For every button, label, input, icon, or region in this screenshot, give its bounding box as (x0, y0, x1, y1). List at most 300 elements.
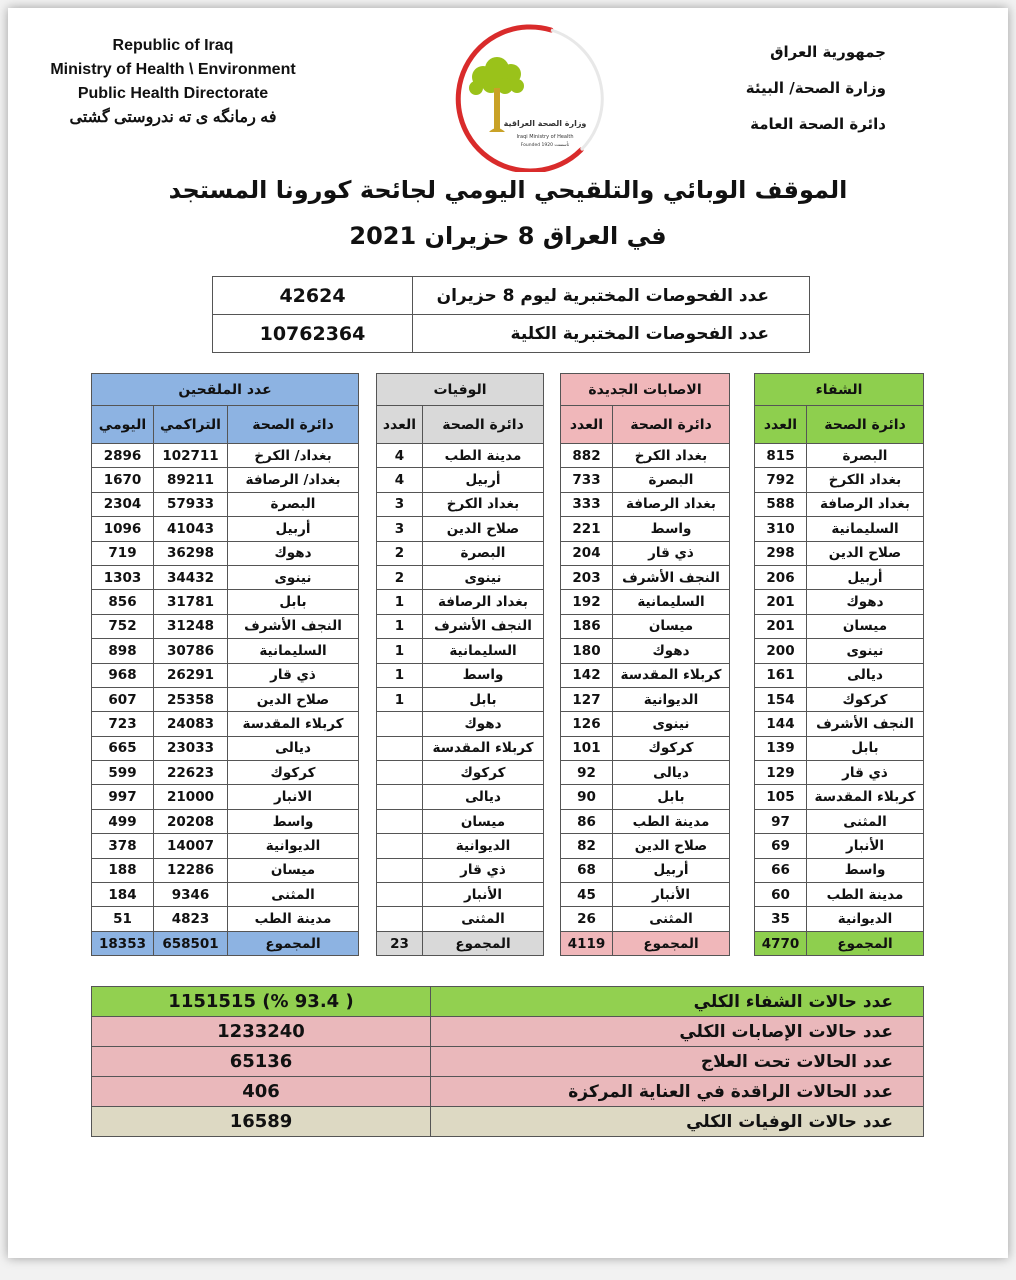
table-row (377, 809, 544, 833)
cumulative-value: 23033 (154, 736, 228, 760)
daily-value: 607 (92, 687, 154, 711)
table-row (755, 736, 924, 760)
dept-name: النجف الأشرف (807, 712, 924, 736)
count-value: 154 (755, 687, 807, 711)
col-count: العدد (377, 406, 423, 444)
total-value: 4119 (561, 931, 613, 955)
table-row (92, 565, 359, 589)
daily-value: 968 (92, 663, 154, 687)
table-row (92, 785, 359, 809)
table-row (561, 858, 730, 882)
cumulative-value: 12286 (154, 858, 228, 882)
total-row (755, 931, 924, 955)
dept-name: واسط (228, 809, 359, 833)
count-value: 201 (755, 590, 807, 614)
count-value: 26 (561, 907, 613, 931)
count-value: 2 (377, 565, 423, 589)
dept-name: ديالى (228, 736, 359, 760)
cumulative-value: 26291 (154, 663, 228, 687)
table-row (561, 834, 730, 858)
cumulative-value: 30786 (154, 639, 228, 663)
summary-label: عدد حالات الوفيات الكلي (431, 1107, 924, 1137)
count-value: 200 (755, 639, 807, 663)
arabic-header (686, 34, 886, 142)
dept-name: ديالى (613, 761, 730, 785)
table-row (755, 639, 924, 663)
table-row (377, 761, 544, 785)
recovered-title: الشفاء (755, 374, 924, 406)
dept-name: بغداد الكرخ (613, 444, 730, 468)
table-row (92, 590, 359, 614)
daily-value: 499 (92, 809, 154, 833)
table-row (377, 785, 544, 809)
count-value: 882 (561, 444, 613, 468)
dept-name: بابل (807, 736, 924, 760)
total-row (92, 931, 359, 955)
table-row (92, 809, 359, 833)
count-value (377, 761, 423, 785)
daily-value: 2304 (92, 492, 154, 516)
total-daily: 18353 (92, 931, 154, 955)
summary-value: 406 (92, 1077, 431, 1107)
dept-name: الديوانية (613, 687, 730, 711)
count-value: 92 (561, 761, 613, 785)
count-value: 126 (561, 712, 613, 736)
count-value: 206 (755, 565, 807, 589)
table-row (755, 492, 924, 516)
count-value (377, 736, 423, 760)
dept-name: بغداد الرصافة (807, 492, 924, 516)
table-row (377, 444, 544, 468)
dept-name: ذي قار (613, 541, 730, 565)
count-value: 69 (755, 834, 807, 858)
dept-name: ذي قار (807, 761, 924, 785)
table-row (561, 663, 730, 687)
count-value: 68 (561, 858, 613, 882)
table-row (755, 663, 924, 687)
table-row (92, 614, 359, 638)
dept-name: مدينة الطب (613, 809, 730, 833)
count-value: 203 (561, 565, 613, 589)
english-header (38, 34, 308, 130)
dept-name: بغداد الكرخ (807, 468, 924, 492)
dept-name: صلاح الدين (807, 541, 924, 565)
total-label: المجموع (423, 931, 544, 955)
report-subtitle: في العراق 8 حزيران 2021 (349, 222, 667, 250)
dept-name: دهوك (807, 590, 924, 614)
dept-name: ديالى (807, 663, 924, 687)
table-row (561, 736, 730, 760)
dept-name: نينوى (228, 565, 359, 589)
daily-value: 723 (92, 712, 154, 736)
cumulative-value: 22623 (154, 761, 228, 785)
table-row (561, 614, 730, 638)
table-row (755, 785, 924, 809)
cumulative-value: 31781 (154, 590, 228, 614)
table-row (377, 687, 544, 711)
count-value: 3 (377, 517, 423, 541)
count-value: 1 (377, 687, 423, 711)
col-dept: دائرة الصحة (423, 406, 544, 444)
count-value: 733 (561, 468, 613, 492)
dept-name: كربلاء المقدسة (423, 736, 544, 760)
daily-value: 1096 (92, 517, 154, 541)
table-row (92, 687, 359, 711)
cumulative-value: 34432 (154, 565, 228, 589)
daily-value: 51 (92, 907, 154, 931)
table-row (377, 614, 544, 638)
cumulative-value: 36298 (154, 541, 228, 565)
summary-value: ( 93.4 %) 1151515 (92, 987, 431, 1017)
count-value: 186 (561, 614, 613, 638)
count-value: 142 (561, 663, 613, 687)
col-daily: اليومي (92, 406, 154, 444)
summary-table (91, 986, 924, 1137)
dept-name: مدينة الطب (807, 883, 924, 907)
table-row (92, 834, 359, 858)
count-value: 105 (755, 785, 807, 809)
daily-value: 599 (92, 761, 154, 785)
deaths-title: الوفيات (377, 374, 544, 406)
table-row (561, 590, 730, 614)
summary-row (92, 1077, 924, 1107)
logo-text-en: Iraqi Ministry of Health (516, 134, 574, 140)
count-value: 90 (561, 785, 613, 809)
dept-name: مدينة الطب (228, 907, 359, 931)
count-value: 221 (561, 517, 613, 541)
total-value: 23 (377, 931, 423, 955)
count-value: 792 (755, 468, 807, 492)
dept-name: كربلاء المقدسة (613, 663, 730, 687)
table-row (377, 517, 544, 541)
count-value: 82 (561, 834, 613, 858)
dept-name: كربلاء المقدسة (807, 785, 924, 809)
count-value: 4 (377, 468, 423, 492)
table-row (92, 907, 359, 931)
dept-name: بغداد/ الكرخ (228, 444, 359, 468)
daily-value: 188 (92, 858, 154, 882)
total-label: المجموع (613, 931, 730, 955)
cumulative-value: 21000 (154, 785, 228, 809)
count-value: 1 (377, 590, 423, 614)
dept-name: الأنبار (807, 834, 924, 858)
table-row (92, 468, 359, 492)
dept-name: كربلاء المقدسة (228, 712, 359, 736)
count-value: 35 (755, 907, 807, 931)
table-row (755, 541, 924, 565)
daily-value: 856 (92, 590, 154, 614)
dept-name: بغداد الرصافة (613, 492, 730, 516)
count-value: 192 (561, 590, 613, 614)
dept-name: ميسان (423, 809, 544, 833)
table-row (561, 468, 730, 492)
dept-name: المثنى (423, 907, 544, 931)
table-row (92, 761, 359, 785)
table-row (561, 785, 730, 809)
count-value: 127 (561, 687, 613, 711)
table-row (755, 517, 924, 541)
dept-name: نينوى (613, 712, 730, 736)
table-row (755, 444, 924, 468)
count-value: 129 (755, 761, 807, 785)
dept-name: صلاح الدين (228, 687, 359, 711)
dept-name: ذي قار (423, 858, 544, 882)
count-value: 1 (377, 639, 423, 663)
logo-text-ar: وزارة الصحة العراقية (503, 119, 587, 128)
table-row (561, 565, 730, 589)
dept-name: دهوك (228, 541, 359, 565)
dept-name: الانبار (228, 785, 359, 809)
dept-name: بغداد الرصافة (423, 590, 544, 614)
table-row (561, 761, 730, 785)
table-row (755, 590, 924, 614)
count-value: 144 (755, 712, 807, 736)
table-row (755, 468, 924, 492)
table-row (561, 907, 730, 931)
table-row (755, 883, 924, 907)
summary-row (92, 1047, 924, 1077)
table-row (377, 858, 544, 882)
dept-name: المثنى (228, 883, 359, 907)
table-row (92, 639, 359, 663)
kurdish-line: فه رمانگه ی ته ندروستی گشتی (69, 109, 277, 126)
table-row (92, 858, 359, 882)
dept-name: المثنى (613, 907, 730, 931)
daily-value: 665 (92, 736, 154, 760)
summary-row (92, 1107, 924, 1137)
dept-name: البصرة (423, 541, 544, 565)
count-value: 815 (755, 444, 807, 468)
daily-value: 1303 (92, 565, 154, 589)
dept-name: البصرة (613, 468, 730, 492)
dept-name: دهوك (613, 639, 730, 663)
dept-name: كركوك (228, 761, 359, 785)
dept-name: ديالى (423, 785, 544, 809)
table-row (561, 809, 730, 833)
total-label: المجموع (807, 931, 924, 955)
vaccinated-title: عدد الملقحين (92, 374, 359, 406)
dept-name: السليمانية (613, 590, 730, 614)
table-row (377, 639, 544, 663)
dept-name: النجف الأشرف (613, 565, 730, 589)
table-row (755, 834, 924, 858)
dept-name: ميسان (613, 614, 730, 638)
count-value: 1 (377, 614, 423, 638)
table-row (377, 492, 544, 516)
dept-name: نينوى (423, 565, 544, 589)
col-count: العدد (755, 406, 807, 444)
table-row (377, 834, 544, 858)
table-row (377, 736, 544, 760)
cumulative-value: 4823 (154, 907, 228, 931)
count-value: 298 (755, 541, 807, 565)
total-row (561, 931, 730, 955)
count-value: 4 (377, 444, 423, 468)
daily-tests-label: عدد الفحوصات المختبرية ليوم 8 حزيران (413, 277, 810, 315)
count-value (377, 858, 423, 882)
dept-name: بغداد/ الرصافة (228, 468, 359, 492)
dept-name: واسط (423, 663, 544, 687)
count-value: 45 (561, 883, 613, 907)
dept-name: المثنى (807, 809, 924, 833)
cases-title: الاصابات الجديدة (561, 374, 730, 406)
summary-row (92, 987, 924, 1017)
table-row (561, 444, 730, 468)
summary-label: عدد حالات الإصابات الكلي (431, 1017, 924, 1047)
count-value: 86 (561, 809, 613, 833)
count-value: 161 (755, 663, 807, 687)
count-value (377, 907, 423, 931)
count-value: 139 (755, 736, 807, 760)
count-value: 3 (377, 492, 423, 516)
total-row (377, 931, 544, 955)
table-row (92, 663, 359, 687)
count-value (377, 834, 423, 858)
count-value: 66 (755, 858, 807, 882)
count-value (377, 712, 423, 736)
count-value (377, 785, 423, 809)
table-row (92, 883, 359, 907)
table-row (213, 315, 810, 353)
report-title: الموقف الوبائي والتلقيحي اليومي لجائحة كورونا المستجد (168, 176, 848, 204)
daily-value: 997 (92, 785, 154, 809)
table-row (561, 541, 730, 565)
dept-name: البصرة (228, 492, 359, 516)
table-row (755, 712, 924, 736)
table-row (755, 809, 924, 833)
dept-name: كركوك (613, 736, 730, 760)
table-row (92, 517, 359, 541)
table-row (92, 736, 359, 760)
col-dept: دائرة الصحة (807, 406, 924, 444)
count-value: 333 (561, 492, 613, 516)
dept-name: بابل (423, 687, 544, 711)
dept-name: صلاح الدين (423, 517, 544, 541)
summary-label: عدد الحالات الراقدة في العناية المركزة (431, 1077, 924, 1107)
ar-line-2: وزارة الصحة/ البيئة (745, 79, 886, 97)
table-row (92, 712, 359, 736)
dept-name: صلاح الدين (613, 834, 730, 858)
dept-name: واسط (807, 858, 924, 882)
dept-name: الأنبار (613, 883, 730, 907)
table-row (755, 858, 924, 882)
daily-value: 378 (92, 834, 154, 858)
summary-value: 65136 (92, 1047, 431, 1077)
dept-name: واسط (613, 517, 730, 541)
cumulative-value: 89211 (154, 468, 228, 492)
col-dept: دائرة الصحة (613, 406, 730, 444)
summary-label: عدد الحالات تحت العلاج (431, 1047, 924, 1077)
table-row (755, 565, 924, 589)
cumulative-value: 31248 (154, 614, 228, 638)
summary-label: عدد حالات الشفاء الكلي (431, 987, 924, 1017)
dept-name: الديوانية (228, 834, 359, 858)
count-value: 97 (755, 809, 807, 833)
table-row (377, 907, 544, 931)
table-row (561, 883, 730, 907)
en-line-1: Republic of Iraq (112, 37, 234, 54)
cumulative-value: 24083 (154, 712, 228, 736)
daily-value: 2896 (92, 444, 154, 468)
dept-name: كركوك (423, 761, 544, 785)
dept-name: نينوى (807, 639, 924, 663)
total-value: 4770 (755, 931, 807, 955)
table-row (377, 590, 544, 614)
daily-value: 752 (92, 614, 154, 638)
summary-row (92, 1017, 924, 1047)
count-value: 2 (377, 541, 423, 565)
total-tests-value: 10762364 (213, 315, 413, 353)
daily-value: 898 (92, 639, 154, 663)
dept-name: كركوك (807, 687, 924, 711)
table-row (377, 468, 544, 492)
table-row (755, 687, 924, 711)
dept-name: بابل (228, 590, 359, 614)
table-row (561, 639, 730, 663)
dept-name: البصرة (807, 444, 924, 468)
table-row (213, 277, 810, 315)
vaccinated-table (91, 373, 359, 956)
table-row (561, 687, 730, 711)
table-row (377, 883, 544, 907)
cumulative-value: 57933 (154, 492, 228, 516)
cumulative-value: 41043 (154, 517, 228, 541)
count-value: 310 (755, 517, 807, 541)
cumulative-value: 14007 (154, 834, 228, 858)
ministry-logo-icon (431, 22, 611, 172)
dept-name: أربيل (423, 468, 544, 492)
daily-tests-value: 42624 (213, 277, 413, 315)
dept-name: أربيل (613, 858, 730, 882)
deaths-table (376, 373, 544, 956)
total-tests-label: عدد الفحوصات المختبرية الكلية (413, 315, 810, 353)
summary-value: 1233240 (92, 1017, 431, 1047)
count-value: 60 (755, 883, 807, 907)
table-row (561, 712, 730, 736)
summary-value: 16589 (92, 1107, 431, 1137)
dept-name: بغداد الكرخ (423, 492, 544, 516)
dept-name: ميسان (228, 858, 359, 882)
ar-line-3: دائرة الصحة العامة (750, 115, 886, 133)
logo-text-founded: Founded 1920 تأسست (520, 143, 570, 148)
dept-name: دهوك (423, 712, 544, 736)
count-value: 201 (755, 614, 807, 638)
table-row (92, 541, 359, 565)
recovered-table (754, 373, 924, 956)
cumulative-value: 20208 (154, 809, 228, 833)
count-value: 101 (561, 736, 613, 760)
dept-name: النجف الأشرف (423, 614, 544, 638)
count-value: 204 (561, 541, 613, 565)
dept-name: النجف الأشرف (228, 614, 359, 638)
en-line-2: Ministry of Health \ Environment (50, 61, 296, 78)
dept-name: السليمانية (228, 639, 359, 663)
dept-name: الديوانية (807, 907, 924, 931)
table-row (755, 614, 924, 638)
count-value (377, 883, 423, 907)
lab-tests-table (212, 276, 810, 353)
cumulative-value: 25358 (154, 687, 228, 711)
en-line-3: Public Health Directorate (77, 85, 269, 102)
dept-name: بابل (613, 785, 730, 809)
col-cumulative: التراكمي (154, 406, 228, 444)
count-value: 180 (561, 639, 613, 663)
table-row (377, 712, 544, 736)
table-row (377, 663, 544, 687)
table-row (561, 492, 730, 516)
daily-value: 184 (92, 883, 154, 907)
table-row (561, 517, 730, 541)
